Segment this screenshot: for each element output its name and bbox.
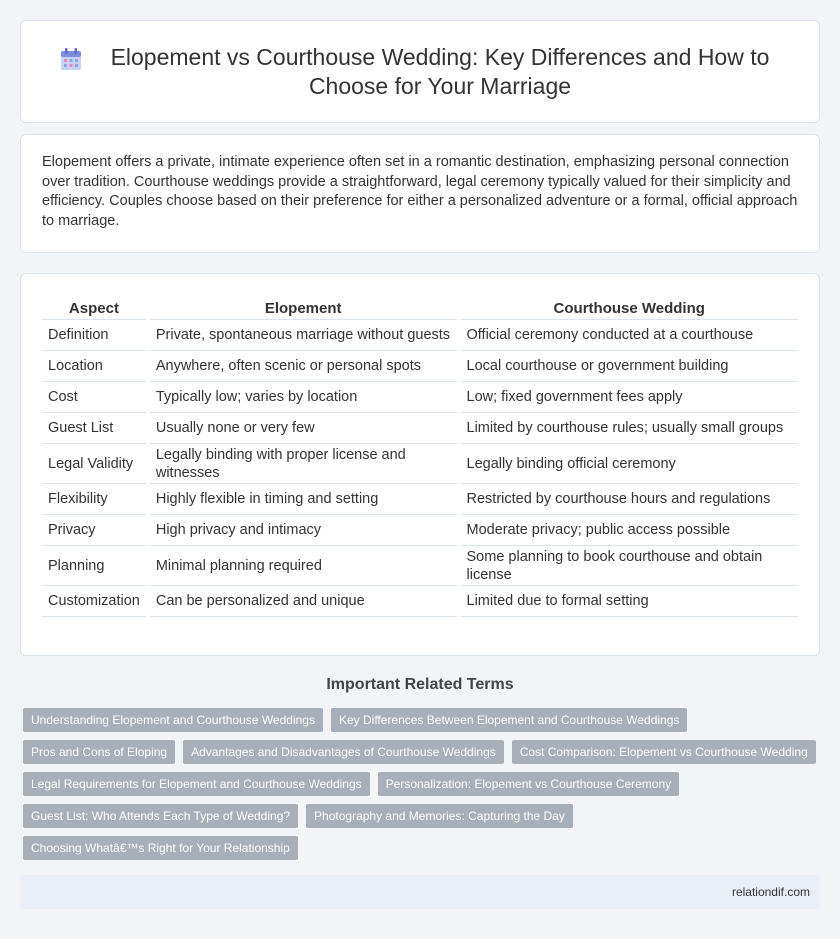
intro-paragraph: Elopement offers a private, intimate experience often set in a romantic destination, emphasizing personal connection over tradition. Courthouse weddings provide a straightforward, legal ceremony typically valued for their simplicity and efficiency. Couples choose based on their preference for either a personalized adventure or a formal, official approach to marriage. — [42, 154, 798, 229]
table-row — [42, 444, 798, 484]
cell-aspect: Customization — [42, 586, 146, 617]
cell-elopement: Highly flexible in timing and setting — [150, 484, 457, 515]
cell-aspect: Cost — [42, 382, 146, 413]
header-card — [20, 20, 820, 123]
cell-courthouse: Moderate privacy; public access possible — [461, 515, 799, 546]
related-term-tag[interactable]: Guest List: Who Attends Each Type of Wedding? — [23, 804, 298, 828]
table-row — [42, 351, 798, 382]
footer — [20, 875, 820, 909]
cell-elopement: Minimal planning required — [150, 546, 457, 586]
cell-aspect: Planning — [42, 546, 146, 586]
cell-aspect: Flexibility — [42, 484, 146, 515]
cell-elopement: Private, spontaneous marriage without guests — [150, 320, 457, 351]
related-term-tag[interactable]: Photography and Memories: Capturing the Day — [306, 804, 573, 828]
cell-courthouse: Restricted by courthouse hours and regulations — [461, 484, 799, 515]
header-elopement: Elopement — [150, 294, 457, 320]
cell-courthouse: Local courthouse or government building — [461, 351, 799, 382]
cell-aspect: Guest List — [42, 413, 146, 444]
table-row — [42, 586, 798, 617]
related-term-tag[interactable]: Understanding Elopement and Courthouse Weddings — [23, 708, 323, 732]
comparison-table-card — [20, 273, 820, 656]
related-term-tag[interactable]: Choosing Whatâ€™s Right for Your Relationship — [23, 836, 298, 860]
related-term-tag[interactable]: Key Differences Between Elopement and Courthouse Weddings — [331, 708, 687, 732]
page-title: Elopement vs Courthouse Wedding: Key Differences and How to Choose for Your Marriage — [110, 43, 770, 99]
related-term-tag[interactable]: Pros and Cons of Eloping — [23, 740, 175, 764]
table-row — [42, 546, 798, 586]
table-row — [42, 382, 798, 413]
related-terms-title: Important Related Terms — [326, 676, 514, 693]
cell-courthouse: Official ceremony conducted at a courthouse — [461, 320, 799, 351]
cell-elopement: Typically low; varies by location — [150, 382, 457, 413]
cell-courthouse: Some planning to book courthouse and obtain license — [461, 546, 799, 586]
cell-courthouse: Legally binding official ceremony — [461, 444, 799, 484]
table-row — [42, 515, 798, 546]
cell-elopement: High privacy and intimacy — [150, 515, 457, 546]
cell-elopement: Can be personalized and unique — [150, 586, 457, 617]
cell-courthouse: Low; fixed government fees apply — [461, 382, 799, 413]
related-term-tag[interactable]: Cost Comparison: Elopement vs Courthouse Wedding — [512, 740, 816, 764]
related-terms-list — [23, 708, 823, 868]
cell-aspect: Location — [42, 351, 146, 382]
footer-site-link[interactable]: relationdif.com — [731, 885, 810, 899]
cell-aspect: Privacy — [42, 515, 146, 546]
header-courthouse: Courthouse Wedding — [461, 294, 799, 320]
cell-aspect: Definition — [42, 320, 146, 351]
cell-elopement: Anywhere, often scenic or personal spots — [150, 351, 457, 382]
table-row — [42, 484, 798, 515]
table-row — [42, 320, 798, 351]
comparison-table — [42, 294, 798, 617]
related-term-tag[interactable]: Personalization: Elopement vs Courthouse Ceremony — [378, 772, 679, 796]
cell-elopement: Legally binding with proper license and witnesses — [150, 444, 457, 484]
cell-courthouse: Limited by courthouse rules; usually small groups — [461, 413, 799, 444]
intro-card — [20, 134, 820, 253]
cell-aspect: Legal Validity — [42, 444, 146, 484]
header-aspect: Aspect — [42, 294, 146, 320]
table-header-row — [42, 294, 798, 320]
related-term-tag[interactable]: Advantages and Disadvantages of Courthouse Weddings — [183, 740, 504, 764]
cell-courthouse: Limited due to formal setting — [461, 586, 799, 617]
table-row — [42, 413, 798, 444]
cell-elopement: Usually none or very few — [150, 413, 457, 444]
related-term-tag[interactable]: Legal Requirements for Elopement and Courthouse Weddings — [23, 772, 370, 796]
